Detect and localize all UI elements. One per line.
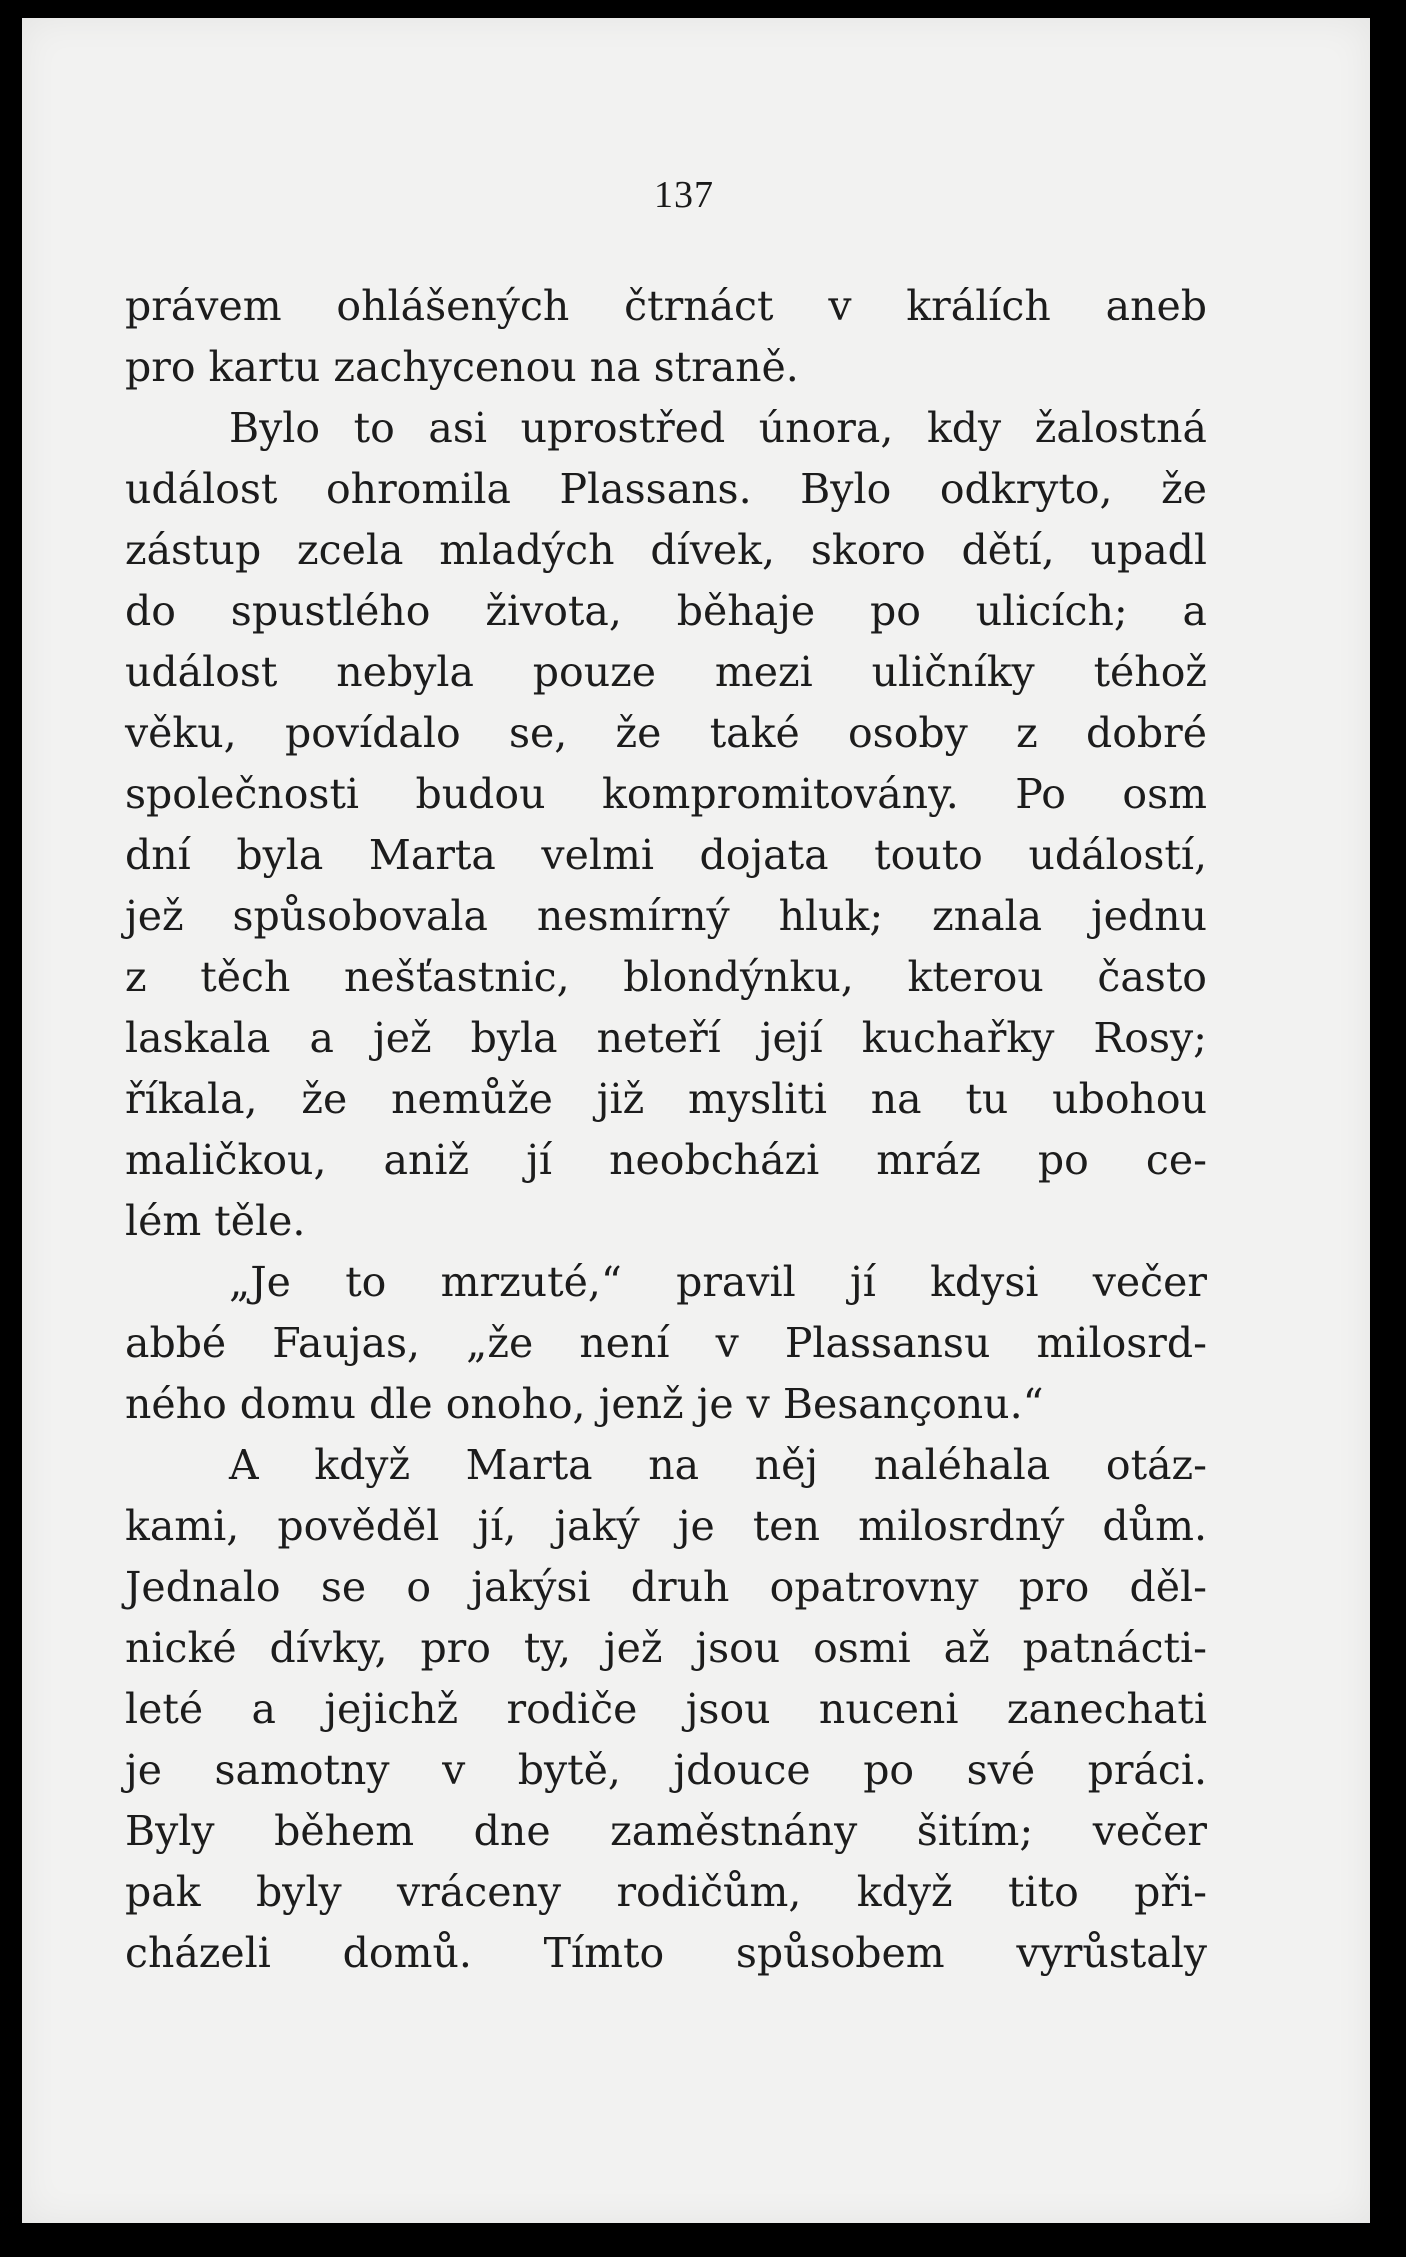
body-text [125, 276, 1207, 1984]
book-page [22, 18, 1370, 2223]
text-line: nické dívky, pro ty, jež jsou osmi až patnácti- [125, 1624, 1207, 1672]
text-line: Jednalo se o jakýsi druh opatrovny pro děl- [125, 1563, 1207, 1611]
text-line: pak byly vráceny rodičům, když tito při- [125, 1868, 1207, 1916]
text-line: leté a jejichž rodiče jsou nuceni zanechati [125, 1685, 1207, 1733]
text-line: událost nebyla pouze mezi uličníky téhož [125, 648, 1207, 696]
text-line: pro kartu zachycenou na straně. [125, 343, 799, 391]
text-line: Byly během dne zaměstnány šitím; večer [125, 1807, 1207, 1855]
text-line: lém těle. [125, 1197, 306, 1245]
text-line: společnosti budou kompromitovány. Po osm [125, 770, 1207, 818]
text-line: kami, pověděl jí, jaký je ten milosrdný dům. [125, 1502, 1207, 1550]
text-line: je samotny v bytě, jdouce po své práci. [125, 1746, 1207, 1794]
text-line: A když Marta na něj naléhala otáz- [229, 1441, 1207, 1489]
text-line: jež spůsobovala nesmírný hluk; znala jednu [125, 892, 1207, 940]
text-line: událost ohromila Plassans. Bylo odkryto, že [125, 465, 1207, 513]
text-line: cházeli domů. Tímto spůsobem vyrůstaly [125, 1929, 1207, 1977]
text-line: zástup zcela mladých dívek, skoro dětí, upadl [125, 526, 1207, 574]
text-line: „Je to mrzuté,“ pravil jí kdysi večer [229, 1258, 1207, 1306]
page-number: 137 [654, 174, 714, 216]
text-line: abbé Faujas, „že není v Plassansu milosrd- [125, 1319, 1207, 1367]
text-line: dní byla Marta velmi dojata touto událostí, [125, 831, 1207, 879]
text-line: maličkou, aniž jí neobcházi mráz po ce- [125, 1136, 1207, 1184]
text-line: Bylo to asi uprostřed února, kdy žalostná [229, 404, 1207, 452]
text-line: z těch nešťastnic, blondýnku, kterou často [125, 953, 1207, 1001]
text-line: do spustlého života, běhaje po ulicích; a [125, 587, 1207, 635]
text-line: věku, povídalo se, že také osoby z dobré [125, 709, 1207, 757]
text-line: ného domu dle onoho, jenž je v Besançonu.“ [125, 1380, 1044, 1428]
text-line: právem ohlášených čtrnáct v králích aneb [125, 282, 1207, 330]
text-line: laskala a jež byla neteří její kuchařky Rosy; [125, 1014, 1207, 1062]
text-line: říkala, že nemůže již mysliti na tu ubohou [125, 1075, 1207, 1123]
